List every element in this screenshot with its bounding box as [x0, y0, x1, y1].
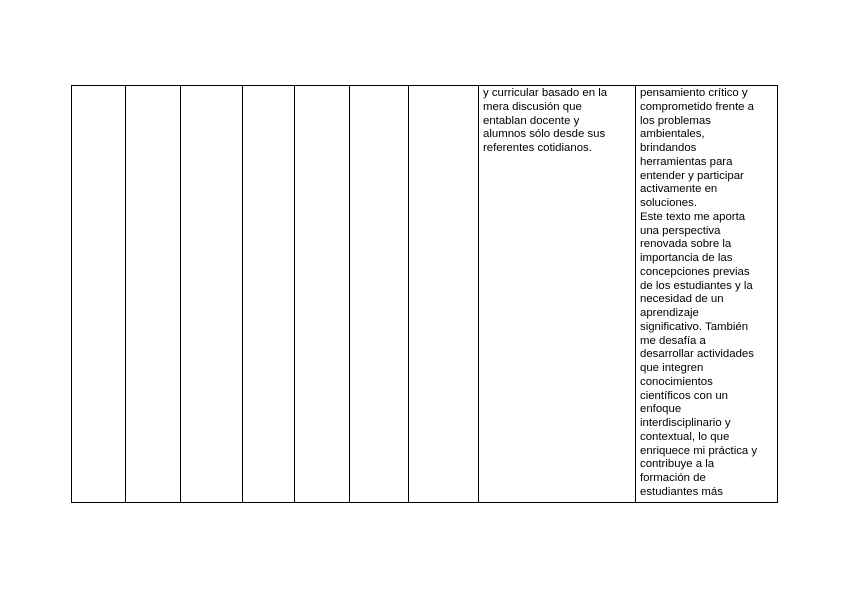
table-row	[72, 86, 778, 503]
table-cell-8	[479, 86, 636, 503]
table-cell-7	[409, 86, 479, 503]
cell-text: pensamiento crítico y comprometido frente a los problemas ambientales, brindandos herramientas para entender y participar activamente en soluciones. Este texto me aporta una perspectiva renovada sobre la importancia de las concepciones previas de los estudiantes y la necesidad de un aprendizaje significativo. También me desafía a desarrollar actividades que integren conocimientos científicos con un enfoque interdisciplinario y contextual, lo que enriquece mi práctica y contribuye a la formación de estudiantes más	[640, 87, 758, 498]
table-cell-4	[243, 86, 295, 503]
cell-text	[185, 86, 242, 87]
table-cell-5	[295, 86, 350, 503]
cell-text: y curricular basado en la mera discusión que entablan docente y alumnos sólo desde sus referentes cotidianos.	[483, 87, 608, 154]
cell-text	[413, 86, 478, 87]
table-cell-6	[350, 86, 409, 503]
cell-text	[299, 86, 349, 87]
cell-text	[354, 86, 408, 87]
table-cell-1	[72, 86, 126, 503]
cell-text	[76, 86, 125, 87]
table-cell-3	[181, 86, 243, 503]
table-cell-2	[126, 86, 181, 503]
cell-text	[247, 86, 294, 87]
cell-text	[130, 86, 180, 87]
table-cell-9	[636, 86, 778, 503]
document-table	[71, 85, 778, 503]
